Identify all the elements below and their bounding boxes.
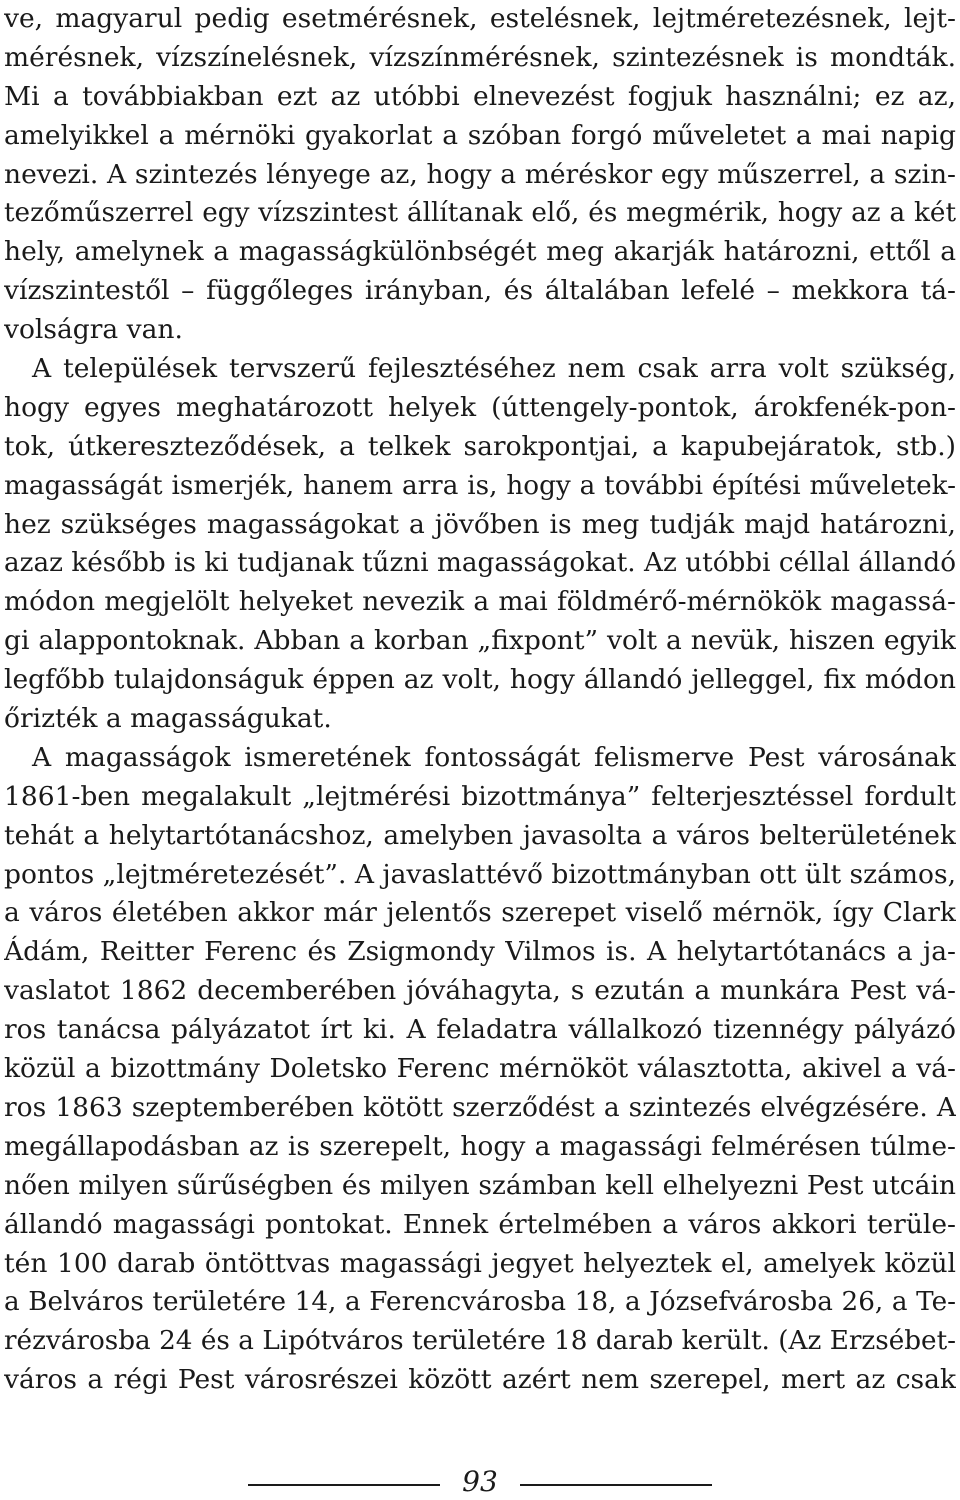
text-line: a Belváros területére 14, a Ferencvárosba 18, a Józsefvárosba 26, a Te- [4, 1287, 956, 1318]
text-line: állandó magassági pontokat. Ennek értelmében a város akkori terüle- [4, 1208, 956, 1240]
page-number: 93 [462, 1465, 498, 1498]
text-line: gi alappontoknak. Abban a korban „fixpont” volt a nevük, hiszen egyik [4, 625, 956, 657]
text-line: azaz később is ki tudjanak tűzni magasságokat. Az utóbbi céllal állandó [4, 548, 956, 579]
text-line: tehát a helytartótanácshoz, amelyben javasolta a város belterületének [4, 819, 956, 851]
text-line: amelyikkel a mérnöki gyakorlat a szóban forgó műveletet a mai napig [4, 119, 956, 151]
text-line: hely, amelynek a magasságkülönbségét meg akarják határozni, ettől a [4, 236, 956, 268]
text-line: ve, magyarul pedig esetmérésnek, estelésnek, lejtméretezésnek, lejt- [4, 3, 956, 34]
footer-rule-right [520, 1484, 712, 1486]
text-line: 1861-ben megalakult „lejtmérési bizottmánya” felterjesztéssel fordult [4, 780, 956, 812]
text-line: tok, útkereszteződések, a telkek sarokpontjai, a kapubejáratok, stb.) [4, 430, 956, 462]
text-line: A települések tervszerű fejlesztéséhez nem csak arra volt szükség, [32, 353, 956, 385]
text-line: közül a bizottmány Doletsko Ferenc mérnököt választotta, akivel a vá- [4, 1053, 956, 1085]
text-line: a város életében akkor már jelentős szerepet viselő mérnök, így Clark [4, 897, 956, 929]
text-line: vaslatot 1862 decemberében jóváhagyta, s ezután a munkára Pest vá- [4, 975, 956, 1007]
text-line: magasságát ismerjék, hanem arra is, hogy a további építési műveletek- [4, 470, 956, 501]
text-line: nevezi. A szintezés lényege az, hogy a méréskor egy műszerrel, a szin- [4, 158, 956, 190]
text-line: hogy egyes meghatározott helyek (úttengely-pontok, árokfenék-pon- [4, 391, 956, 423]
paragraph [4, 350, 956, 739]
text-line: tén 100 darab öntöttvas magassági jegyet helyeztek el, amelyek közül [4, 1247, 956, 1279]
text-line: pontos „lejtméretezését”. A javaslattévő bizottmányban ott ült számos, [4, 858, 956, 890]
text-line: mérésnek, vízszínelésnek, vízszínmérésnek, szintezésnek is mondták. [4, 41, 956, 73]
text-line: nően milyen sűrűségben és milyen számban kell elhelyezni Pest utcáin [4, 1169, 956, 1201]
text-line: A magasságok ismeretének fontosságát felismerve Pest városának [32, 741, 956, 773]
text-line: rézvárosba 24 és a Lipótváros területére 18 darab került. (Az Erzsébet- [4, 1326, 956, 1357]
text-line: város a régi Pest városrészei között azért nem szerepel, mert az csak [4, 1364, 956, 1396]
footer-rule-left [248, 1484, 440, 1486]
text-line: őrizték a magasságukat. [4, 703, 332, 735]
text-line: megállapodásban az is szerepelt, hogy a magassági felmérésen túlme- [4, 1130, 956, 1162]
text-line: Ádám, Reitter Ferenc és Zsigmondy Vilmos is. A helytartótanács a ja- [4, 936, 956, 968]
text-line: Mi a továbbiakban ezt az utóbbi elnevezést fogjuk használni; ez az, [4, 80, 956, 112]
text-line: ros tanácsa pályázatot írt ki. A feladatra vállalkozó tizennégy pályázó [4, 1014, 956, 1046]
paragraph [4, 739, 956, 1400]
page-footer [0, 1460, 960, 1500]
page-body [4, 0, 956, 1400]
text-block [4, 0, 956, 1400]
text-line: legfőbb tulajdonságuk éppen az volt, hogy állandó jelleggel, fix módon [4, 664, 956, 696]
text-line: vízszintestől – függőleges irányban, és általában lefelé – mekkora tá- [4, 275, 956, 307]
text-line: módon megjelölt helyeket nevezik a mai földmérő-mérnökök magassá- [4, 586, 956, 618]
text-line: hez szükséges magasságokat a jövőben is meg tudják majd határozni, [4, 508, 956, 540]
text-line: tezőműszerrel egy vízszintest állítanak elő, és megmérik, hogy az a két [4, 198, 956, 229]
text-line: volságra van. [4, 314, 183, 346]
paragraph [4, 0, 956, 350]
text-line: ros 1863 szeptemberében kötött szerződést a szintezés elvégzésére. A [4, 1091, 956, 1123]
